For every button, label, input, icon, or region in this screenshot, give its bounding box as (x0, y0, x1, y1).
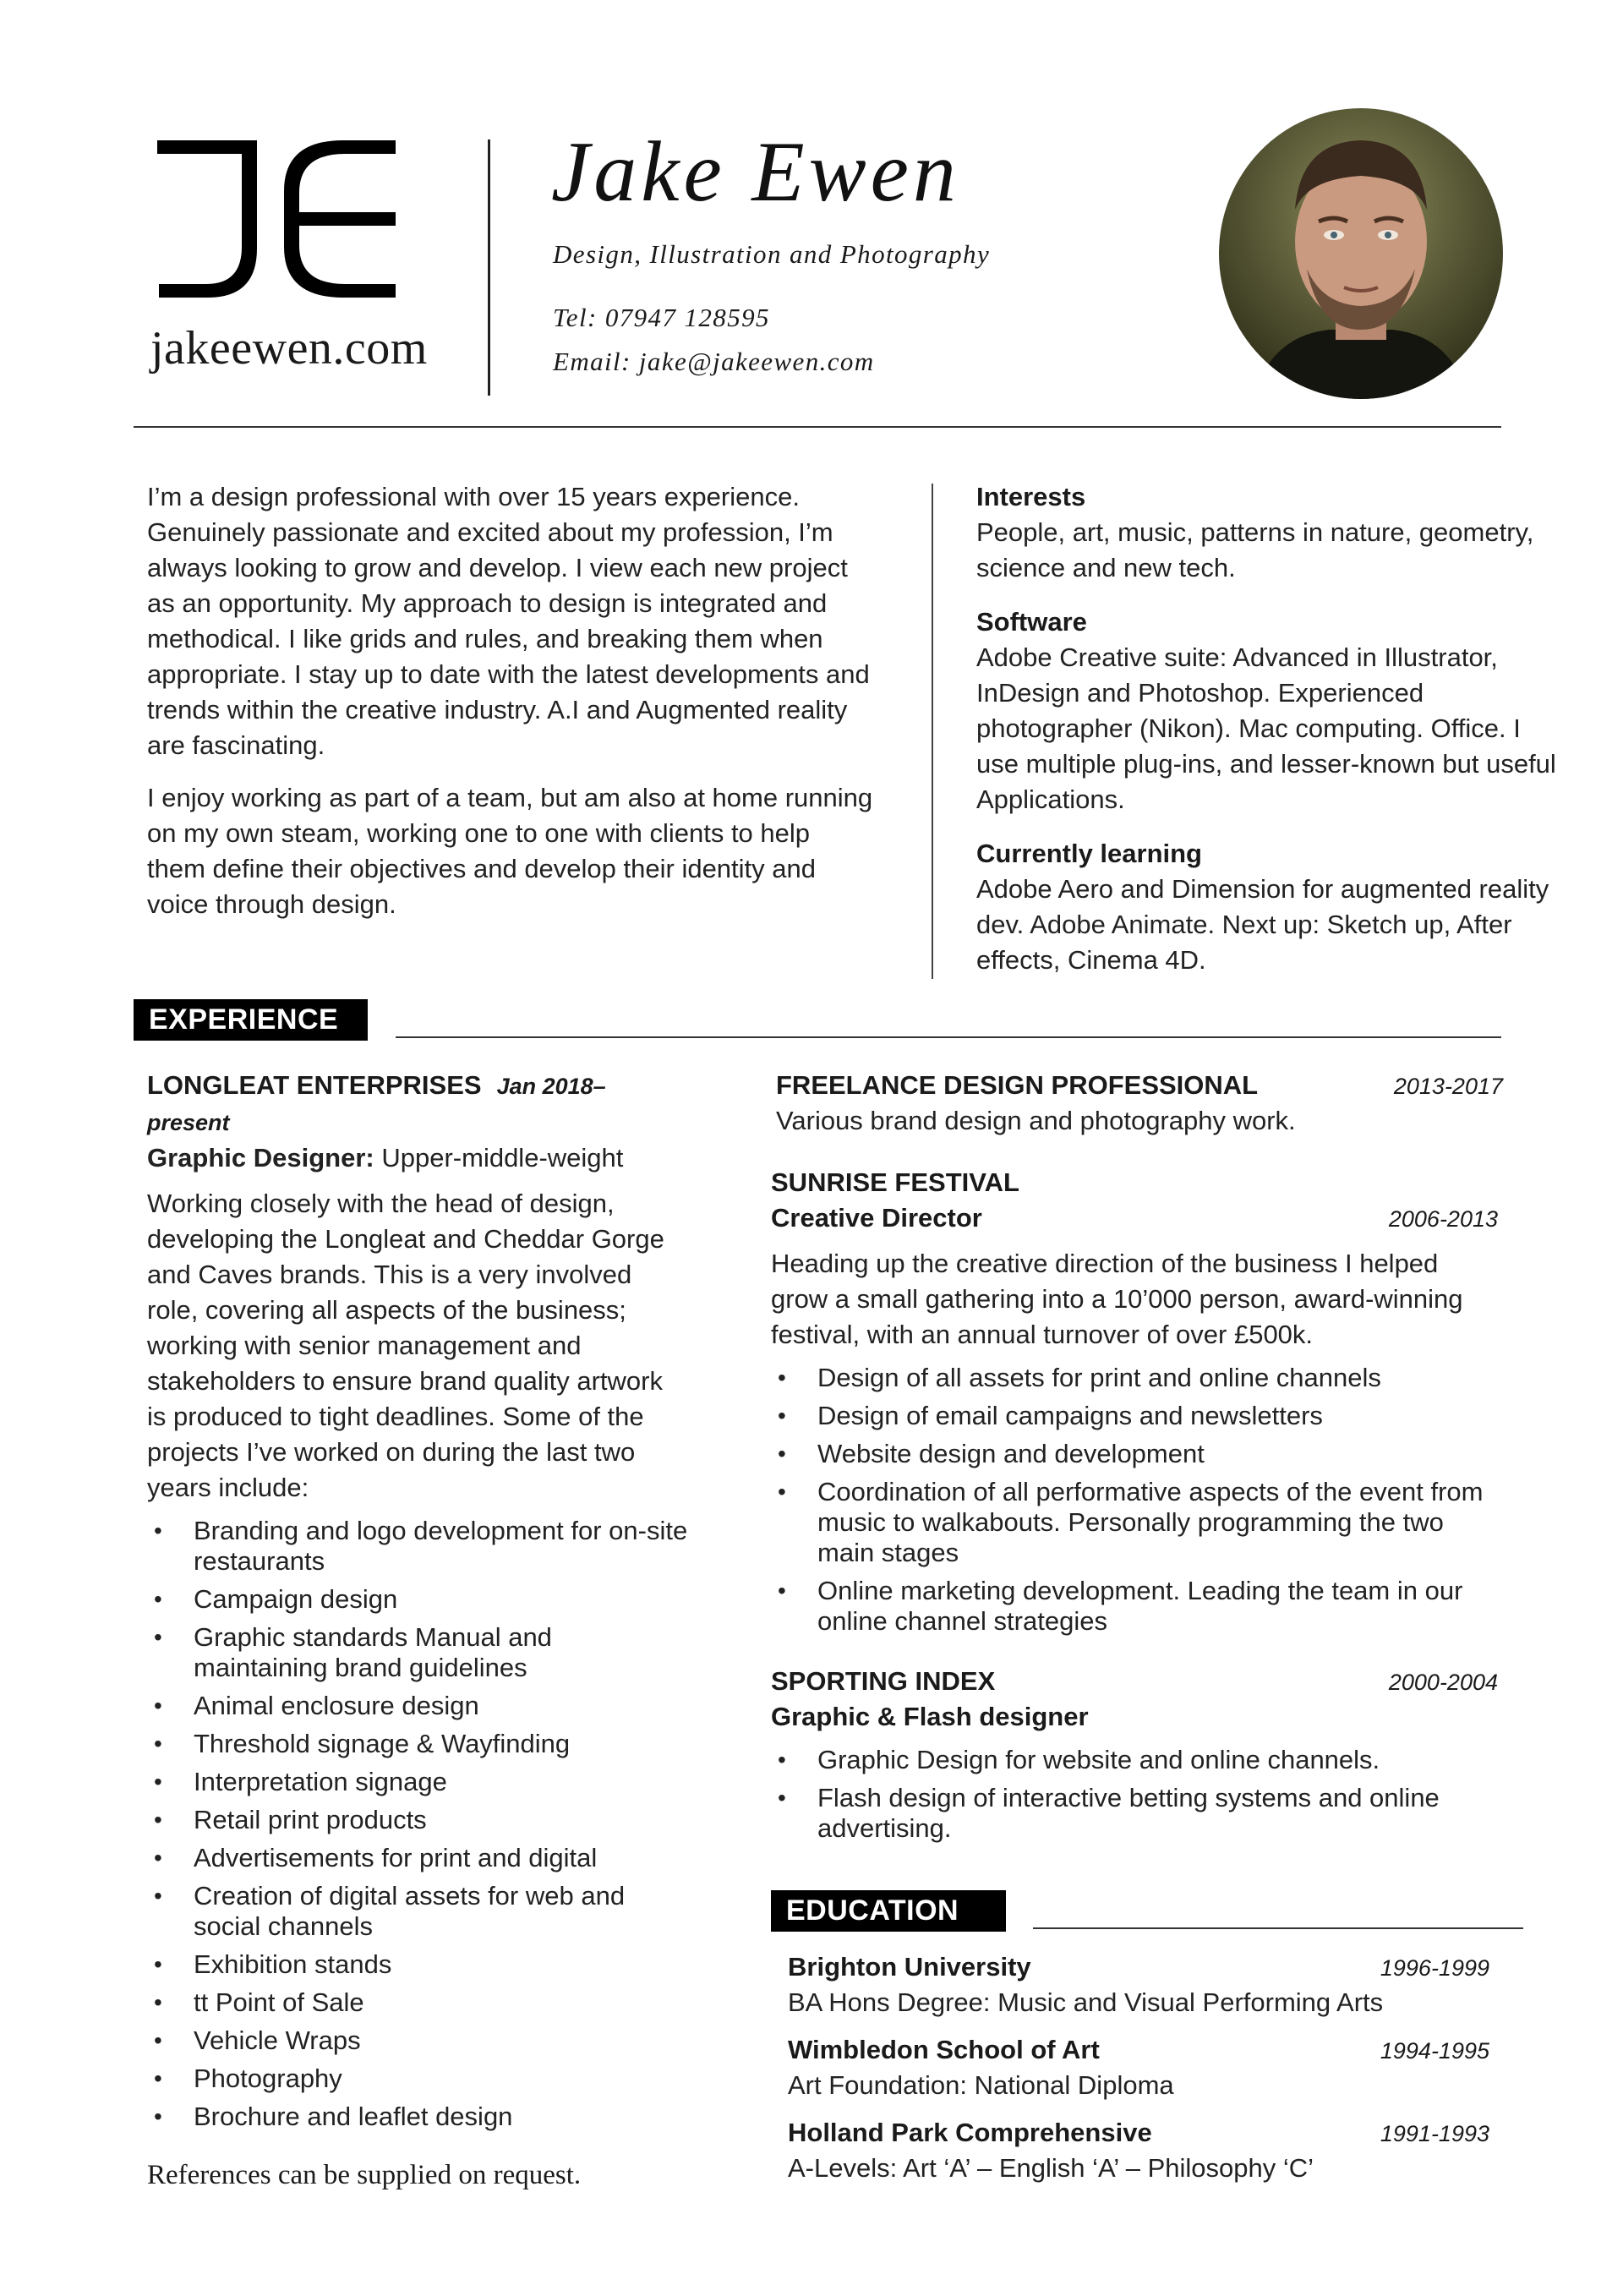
profile-photo (1219, 108, 1503, 400)
education-list (788, 1949, 1489, 2198)
experience-heading: EXPERIENCE (134, 999, 368, 1041)
job-header (771, 1664, 1498, 1699)
list-item: • Online marketing development. Leading the team in our online channel strategies (771, 1576, 1498, 1637)
job-dates: 2006-2013 (1388, 1206, 1498, 1232)
list-item: • Branding and logo development for on-site restaurants (147, 1516, 688, 1577)
list-item: • Threshold signage & Wayfinding (147, 1729, 688, 1759)
person-name: Jake Ewen (551, 124, 960, 220)
school-name: Brighton University (788, 1952, 1031, 1982)
tagline: Design, Illustration and Photography (553, 239, 991, 269)
job-freelance (776, 1068, 1503, 1139)
job-role (147, 1140, 688, 1176)
side-info (976, 479, 1568, 997)
list-item: • Creation of digital assets for web and social channels (147, 1881, 688, 1942)
education-heading: EDUCATION (771, 1890, 1006, 1932)
education-dates: 1994-1995 (1380, 2038, 1489, 2064)
list-item: • Graphic Design for website and online channels. (771, 1745, 1498, 1775)
education-rule (1033, 1927, 1523, 1929)
job-header (776, 1068, 1503, 1103)
role-level: Upper-middle-weight (374, 1143, 624, 1173)
education-item (788, 2115, 1489, 2186)
list-item: • tt Point of Sale (147, 1987, 688, 2018)
education-item (788, 1949, 1489, 2020)
header-rule (134, 426, 1501, 428)
job-sporting-index (771, 1664, 1498, 1851)
intro-paragraph: I’m a design professional with over 15 years experience. Genuinely passionate and excited about my profession, I’m always looking to grow and develop. I view each new project as an opportunity. My approach to design is integrated and methodical. I like grids and rules, and breaking them when appropriate. I stay up to date with the latest developments and trends within the creative industry. A.I and Augmented reality are fascinating. (147, 482, 870, 760)
education-detail: A-Levels: Art ‘A’ – English ‘A’ – Philosophy ‘C’ (788, 2153, 1314, 2183)
email-address[interactable]: Email: jake@jakeewen.com (553, 347, 875, 376)
phone-number: Tel: 07947 128595 (553, 303, 770, 332)
job-title: FREELANCE DESIGN PROFESSIONAL (776, 1070, 1259, 1100)
job-role: Graphic & Flash designer (771, 1702, 1089, 1731)
interests-text: People, art, music, patterns in nature, geometry, science and new tech. (976, 517, 1534, 582)
list-item: • Exhibition stands (147, 1949, 688, 1980)
education-dates: 1991-1993 (1380, 2121, 1489, 2146)
longleat-bullet-list (147, 1516, 688, 2132)
sunrise-bullet-list (771, 1363, 1498, 1637)
education-detail: BA Hons Degree: Music and Visual Performing Arts (788, 1987, 1384, 2017)
job-company-line (147, 1068, 688, 1140)
experience-rule (396, 1036, 1501, 1038)
company-name: SPORTING INDEX (771, 1666, 996, 1696)
intro-paragraph: I enjoy working as part of a team, but am also at home running on my own steam, working one to one with clients to help them define their objectives and develop their identity and voice through design. (147, 783, 873, 919)
job-longleat (147, 1068, 688, 2140)
company-name: LONGLEAT ENTERPRISES (147, 1070, 482, 1100)
list-item: • Advertisements for print and digital (147, 1843, 688, 1873)
list-item: • Graphic standards Manual and maintaining brand guidelines (147, 1622, 688, 1683)
list-item: • Flash design of interactive betting systems and online advertising. (771, 1783, 1498, 1844)
job-sunrise (771, 1165, 1498, 1644)
job-dates: Jan 2018–present (147, 1074, 606, 1135)
list-item: • Retail print products (147, 1805, 688, 1835)
education-dates: 1996-1999 (1380, 1955, 1489, 1981)
list-item: • Animal enclosure design (147, 1691, 688, 1721)
header-divider (488, 139, 490, 396)
job-description: Various brand design and photography work. (776, 1106, 1296, 1135)
website-url[interactable]: jakeewen.com (150, 322, 428, 374)
references-note: References can be supplied on request. (147, 2160, 582, 2190)
je-monogram-logo (157, 140, 396, 298)
list-item: • Photography (147, 2064, 688, 2094)
list-item: • Design of all assets for print and online channels (771, 1363, 1498, 1393)
intro-section (147, 479, 874, 939)
job-description: Heading up the creative direction of the business I helped grow a small gathering into a 10’000 person, award-winning festival, with an annual turnover of over £500k. (771, 1249, 1463, 1349)
list-item: • Campaign design (147, 1584, 688, 1615)
role-title: Graphic Designer: (147, 1143, 374, 1173)
job-dates: 2000-2004 (1388, 1670, 1498, 1695)
list-item: • Interpretation signage (147, 1767, 688, 1797)
sporting-bullet-list (771, 1745, 1498, 1844)
list-item: • Website design and development (771, 1439, 1498, 1469)
job-description: Working closely with the head of design, developing the Longleat and Cheddar Gorge and Caves brands. This is a very involved role, covering all aspects of the business; working with senior management and stakeholders to ensure brand quality artwork is produced to tight deadlines. Some of the projects I’ve worked on during the last two years include: (147, 1189, 664, 1502)
learning-heading: Currently learning (976, 839, 1202, 868)
job-dates: 2013-2017 (1393, 1074, 1503, 1099)
list-item: • Coordination of all performative aspects of the event from music to walkabouts. Personally programming the two main stages (771, 1477, 1498, 1568)
company-name: SUNRISE FESTIVAL (771, 1167, 1019, 1197)
intro-divider (932, 484, 933, 979)
education-item (788, 2032, 1489, 2103)
list-item: • Vehicle Wraps (147, 2025, 688, 2056)
job-header (771, 1200, 1498, 1236)
list-item: • Design of email campaigns and newsletters (771, 1401, 1498, 1431)
school-name: Holland Park Comprehensive (788, 2118, 1152, 2147)
job-role: Creative Director (771, 1203, 982, 1233)
list-item: • Brochure and leaflet design (147, 2102, 688, 2132)
interests-heading: Interests (976, 482, 1086, 511)
software-heading: Software (976, 607, 1087, 637)
learning-text: Adobe Aero and Dimension for augmented reality dev. Adobe Animate. Next up: Sketch up, After effects, Cinema 4D. (976, 874, 1549, 975)
school-name: Wimbledon School of Art (788, 2035, 1100, 2064)
education-detail: Art Foundation: National Diploma (788, 2070, 1174, 2100)
software-text: Adobe Creative suite: Advanced in Illustrator, InDesign and Photoshop. Experienced photographer (Nikon). Mac computing. Office. I use multiple plug-ins, and lesser-known but useful Applications. (976, 642, 1556, 814)
